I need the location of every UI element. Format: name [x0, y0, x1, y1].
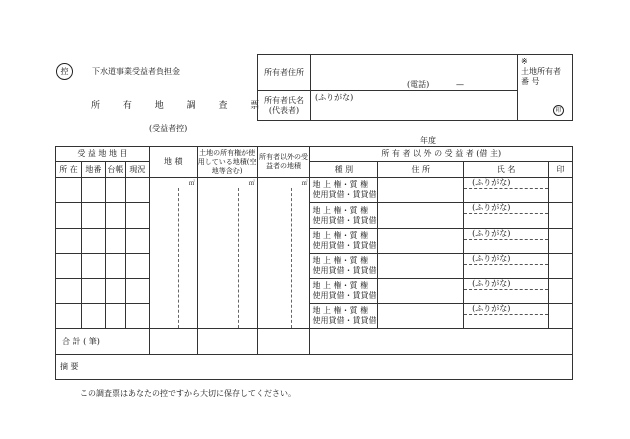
- remarks-field[interactable]: [56, 354, 573, 379]
- owner-name-sub: (代表者): [268, 105, 300, 115]
- used-area-cell[interactable]: [197, 178, 257, 329]
- year-label: 年度: [420, 136, 436, 145]
- seal-header: 印: [548, 162, 572, 178]
- address-header: 住 所: [378, 162, 464, 178]
- total-row: [56, 329, 573, 354]
- owner-info-box: [257, 54, 573, 121]
- footer-note: この調査票はあなたの控ですから大切に保存してください。: [80, 389, 296, 398]
- others-area-cell[interactable]: [257, 178, 310, 329]
- name-cell[interactable]: (ふりがな): [464, 279, 549, 304]
- owner-number-box[interactable]: [518, 55, 573, 121]
- unit-label: ㎡: [248, 180, 255, 188]
- document-subtitle: (受益者控): [149, 124, 188, 133]
- phone-dash: —: [456, 80, 464, 89]
- owner-address-label: 所有者住所: [258, 55, 311, 91]
- seal-stamp-icon: 控: [56, 63, 73, 80]
- seal-mark-icon: 印: [553, 105, 564, 116]
- table-row: [56, 178, 573, 203]
- ledger-header: 台帳: [105, 162, 125, 178]
- land-category-header: 受 益 地 地 目: [56, 147, 150, 162]
- lot-header: 地番: [81, 162, 105, 178]
- name-cell[interactable]: (ふりがな): [464, 203, 549, 228]
- table-row: [56, 228, 573, 253]
- name-header: 氏 名: [464, 162, 549, 178]
- location-header: 所 在: [56, 162, 82, 178]
- property-survey-table: [55, 146, 573, 380]
- table-row: [56, 279, 573, 304]
- owner-name-field[interactable]: [311, 91, 562, 121]
- furigana-label: (ふりがな): [315, 93, 354, 102]
- used-area-header: 土地の所有権が使用している地積(空地等含む): [197, 147, 257, 178]
- type-header: 種 別: [310, 162, 378, 178]
- area-header: 地 積: [149, 147, 197, 178]
- name-cell[interactable]: (ふりがな): [464, 178, 549, 203]
- name-cell[interactable]: (ふりがな): [464, 304, 549, 329]
- unit-label: ㎡: [301, 180, 308, 188]
- name-cell[interactable]: (ふりがな): [464, 253, 549, 278]
- owner-number-label: 土地所有者 番 号: [521, 67, 561, 86]
- type-cell[interactable]: 地 上 権・質 権 使用貸借・賃貸借: [310, 203, 378, 228]
- others-area-header: 所有者以外の受益者の地積: [257, 147, 310, 178]
- others-beneficiary-header: 所 有 者 以 外 の 受 益 者 (借 主): [310, 147, 573, 162]
- table-row: [56, 203, 573, 228]
- phone-label: (電話): [407, 80, 430, 89]
- document-title-top: 下水道事業受益者負担金: [92, 67, 180, 76]
- area-cell[interactable]: [149, 178, 197, 329]
- unit-label: ㎡: [188, 180, 195, 188]
- type-cell[interactable]: 地 上 権・質 権 使用貸借・賃貸借: [310, 253, 378, 278]
- name-cell[interactable]: (ふりがな): [464, 228, 549, 253]
- table-row: [56, 304, 573, 329]
- type-cell[interactable]: 地 上 権・質 権 使用貸借・賃貸借: [310, 228, 378, 253]
- owner-name-label: 所有者氏名 (代表者): [258, 91, 311, 121]
- current-header: 現況: [125, 162, 149, 178]
- type-cell[interactable]: 地 上 権・質 権 使用貸借・賃貸借: [310, 279, 378, 304]
- total-label: 合 計 ( 筆): [56, 329, 150, 354]
- owner-address-field[interactable]: [311, 55, 518, 91]
- type-cell[interactable]: 地 上 権・質 権 使用貸借・賃貸借: [310, 304, 378, 329]
- kome-mark: ※: [521, 57, 528, 66]
- remarks-row: [56, 354, 573, 379]
- type-cell[interactable]: 地 上 権・質 権 使用貸借・賃貸借: [310, 178, 378, 203]
- document-title: 所 有 地 調 査 票: [91, 101, 270, 111]
- table-row: [56, 253, 573, 278]
- remarks-label: 摘 要: [60, 361, 79, 371]
